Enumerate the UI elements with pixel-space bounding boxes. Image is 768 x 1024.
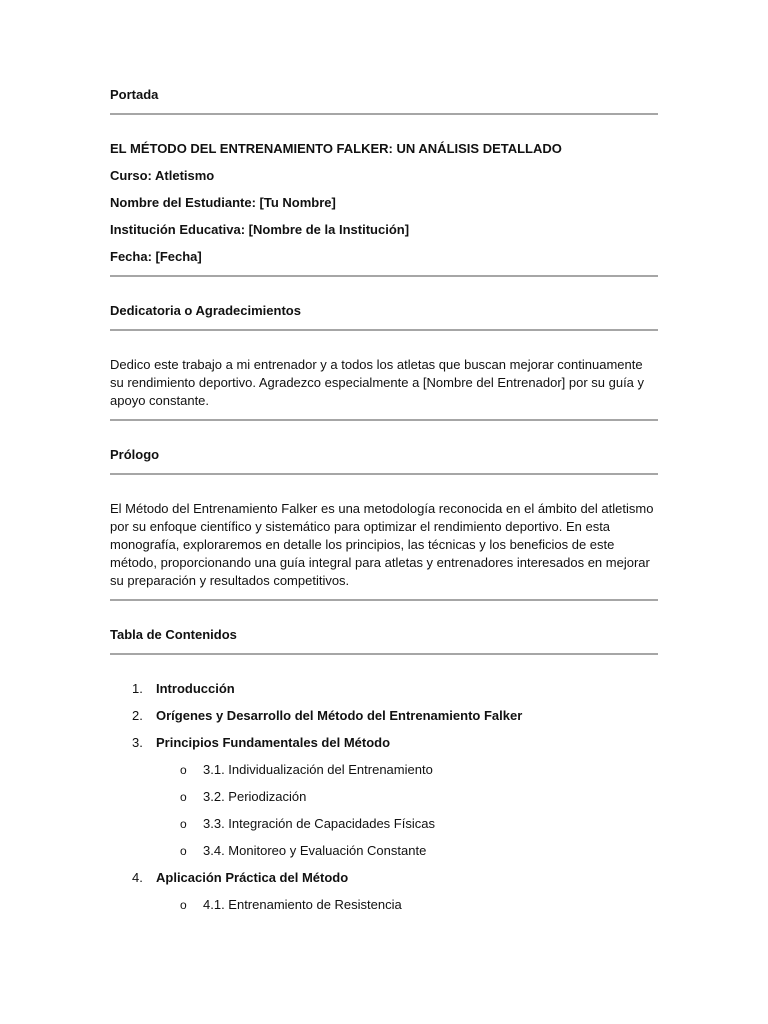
student-line: Nombre del Estudiante: [Tu Nombre] — [110, 195, 336, 210]
toc-item-number: 1. — [132, 681, 143, 696]
toc-item — [110, 869, 658, 887]
section-divider — [110, 419, 658, 421]
section-divider — [110, 329, 658, 331]
toc-item-label: Principios Fundamentales del Método — [156, 735, 391, 750]
cover-heading: Portada — [110, 87, 159, 102]
toc-item — [110, 707, 658, 725]
toc-subitem — [110, 761, 658, 779]
toc-subitem-label: 4.1. Entrenamiento de Resistencia — [203, 897, 402, 912]
prologue-text: El Método del Entrenamiento Falker es una metodología reconocida en el ámbito del atletismo por su enfoque científico y sistemático para optimizar el rendimiento deportivo. En esta monografía, exploraremos en detalle los principios, las técnicas y los beneficios de este método, proporcionando una guía integral para atletas y entrenadores interesados en mejorar su preparación y resultados competitivos. — [110, 501, 654, 588]
toc-item-label: Introducción — [156, 681, 235, 696]
dedication-text: Dedico este trabajo a mi entrenador y a todos los atletas que buscan mejorar continuamente su rendimiento deportivo. Agradezco especialmente a [Nombre del Entrenador] por su guía y apoyo constante. — [110, 357, 645, 408]
bullet-icon: o — [180, 763, 187, 777]
prologue-heading: Prólogo — [110, 447, 160, 462]
toc-item-number: 3. — [132, 735, 143, 750]
bullet-icon: o — [180, 844, 187, 858]
section-divider — [110, 653, 658, 655]
toc-item-number: 4. — [132, 870, 143, 885]
toc-item-label: Aplicación Práctica del Método — [156, 870, 349, 885]
section-divider — [110, 275, 658, 277]
toc-subitem-label: 3.2. Periodización — [203, 789, 307, 804]
toc-item-number: 2. — [132, 708, 143, 723]
section-divider — [110, 599, 658, 601]
dedication-heading: Dedicatoria o Agradecimientos — [110, 303, 301, 318]
toc-subitem — [110, 815, 658, 833]
toc-subitem — [110, 896, 658, 914]
course-line: Curso: Atletismo — [110, 168, 215, 183]
table-of-contents — [110, 680, 658, 914]
section-divider — [110, 473, 658, 475]
toc-subitem-label: 3.3. Integración de Capacidades Físicas — [203, 816, 435, 831]
bullet-icon: o — [180, 898, 187, 912]
toc-item — [110, 680, 658, 698]
document-content — [110, 86, 658, 914]
date-line: Fecha: [Fecha] — [110, 249, 202, 264]
section-divider — [110, 113, 658, 115]
toc-heading: Tabla de Contenidos — [110, 627, 237, 642]
bullet-icon: o — [180, 790, 187, 804]
bullet-icon: o — [180, 817, 187, 831]
document-title: EL MÉTODO DEL ENTRENAMIENTO FALKER: UN ANÁLISIS DETALLADO — [110, 141, 562, 156]
toc-item-label: Orígenes y Desarrollo del Método del Entrenamiento Falker — [156, 708, 523, 723]
toc-subitem — [110, 788, 658, 806]
toc-subitem-label: 3.1. Individualización del Entrenamiento — [203, 762, 433, 777]
toc-item — [110, 734, 658, 752]
toc-subitem-label: 3.4. Monitoreo y Evaluación Constante — [203, 843, 427, 858]
toc-subitem — [110, 842, 658, 860]
institution-line: Institución Educativa: [Nombre de la Institución] — [110, 222, 410, 237]
